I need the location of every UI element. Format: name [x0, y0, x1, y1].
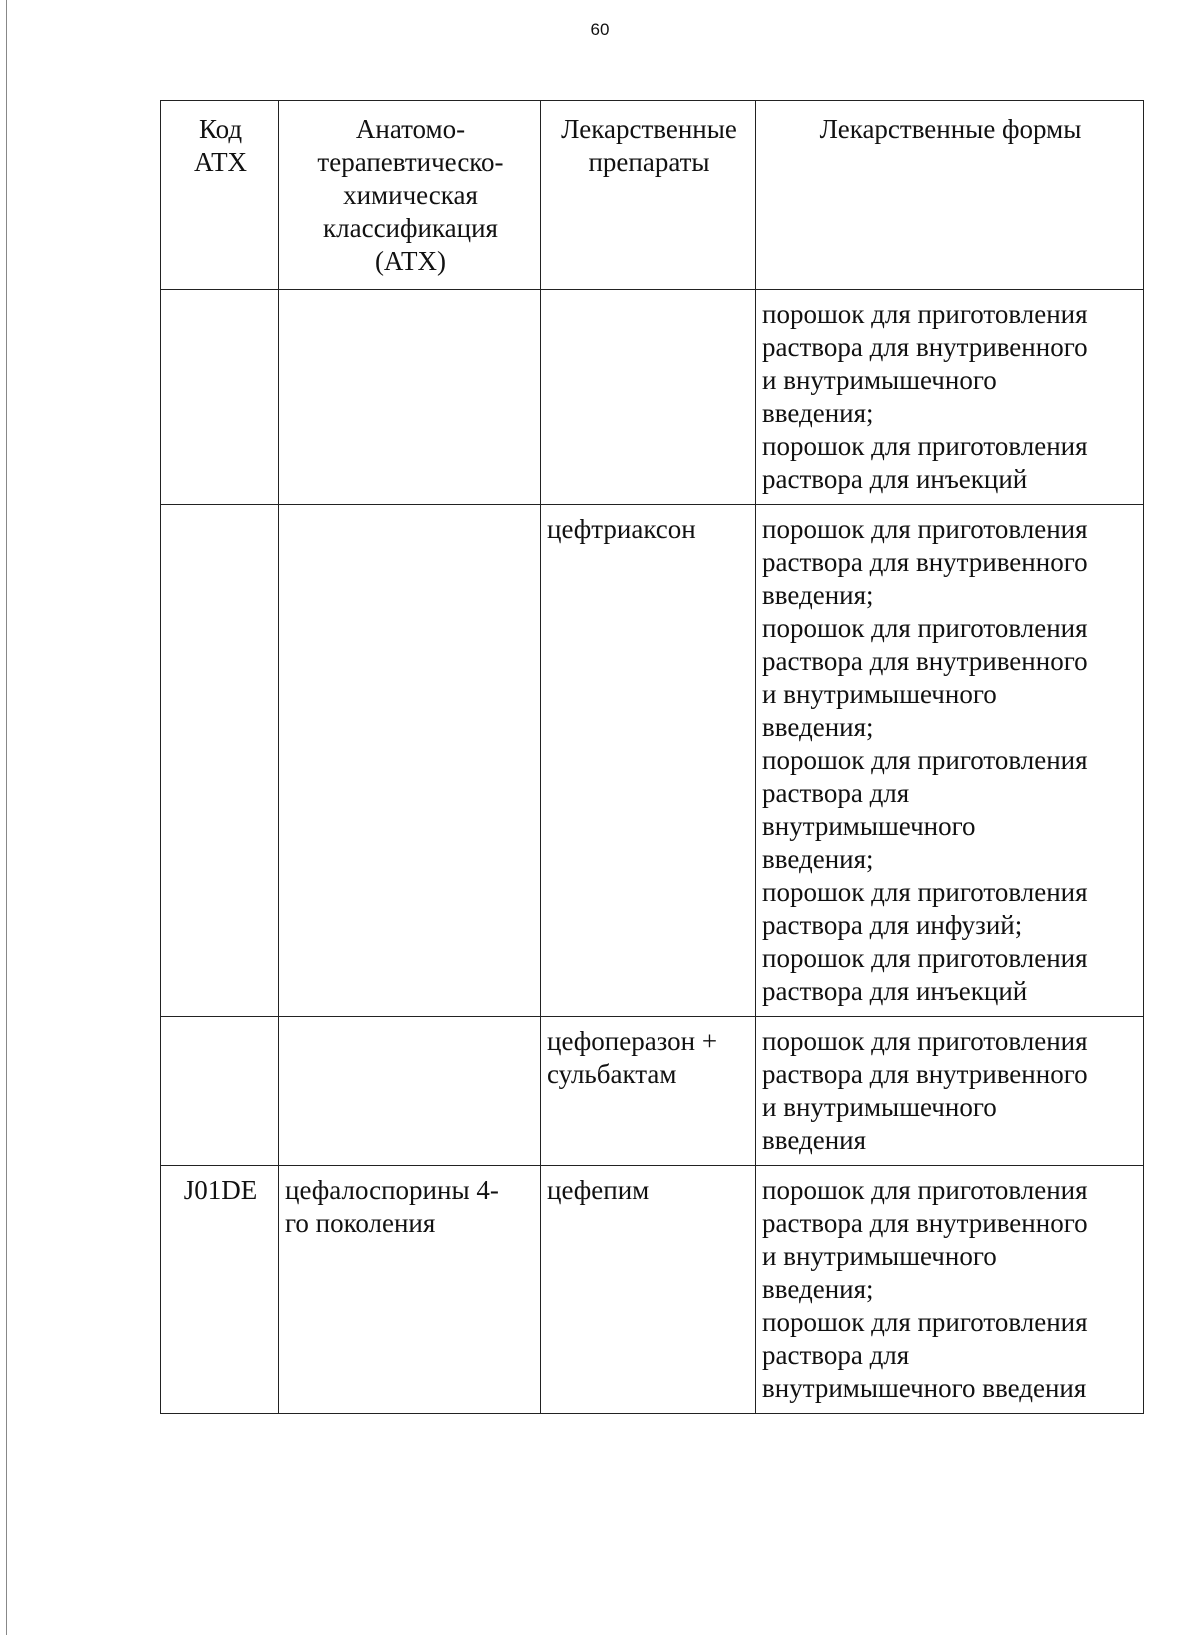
page-number: 60 — [590, 20, 610, 39]
cell-atc-code: J01DE — [161, 1166, 279, 1414]
cell-atc-code — [161, 505, 279, 1017]
header-atc-code: Код АТХ — [161, 101, 279, 290]
header-dosage-forms: Лекарственные формы — [756, 101, 1144, 290]
cell-atc-code — [161, 290, 279, 505]
cell-atc-code — [161, 1017, 279, 1166]
cell-classification — [279, 505, 541, 1017]
cell-drug — [541, 290, 756, 505]
cell-classification: цефалоспорины 4- го поколения — [279, 1166, 541, 1414]
table-row — [161, 1166, 1144, 1414]
cell-drug: цефтриаксон — [541, 505, 756, 1017]
header-drugs: Лекарственные препараты — [541, 101, 756, 290]
table-header-row — [161, 101, 1144, 290]
cell-dosage-forms: порошок для приготовления раствора для внутривенного и внутримышечного введения — [756, 1017, 1144, 1166]
scan-edge-line — [6, 0, 7, 1635]
cell-dosage-forms: порошок для приготовления раствора для внутривенного введения; порошок для приготовления раствора для внутривенного и внутримышечного введения; порошок для приготовления раствора для внутримышечного введения; порошок для приготовления раствора для инфузий; порошок для приготовления раствора для инъекций — [756, 505, 1144, 1017]
cell-dosage-forms: порошок для приготовления раствора для внутривенного и внутримышечного введения; порошок для приготовления раствора для внутримышечного введения — [756, 1166, 1144, 1414]
cell-drug: цефепим — [541, 1166, 756, 1414]
table-row — [161, 1017, 1144, 1166]
cell-classification — [279, 1017, 541, 1166]
atc-drug-table — [160, 100, 1144, 1414]
table-row — [161, 290, 1144, 505]
cell-drug: цефоперазон + сульбактам — [541, 1017, 756, 1166]
table-row — [161, 505, 1144, 1017]
header-atc-classification: Анатомо- терапевтическо- химическая классификация (АТХ) — [279, 101, 541, 290]
cell-classification — [279, 290, 541, 505]
cell-dosage-forms: порошок для приготовления раствора для внутривенного и внутримышечного введения; порошок для приготовления раствора для инъекций — [756, 290, 1144, 505]
